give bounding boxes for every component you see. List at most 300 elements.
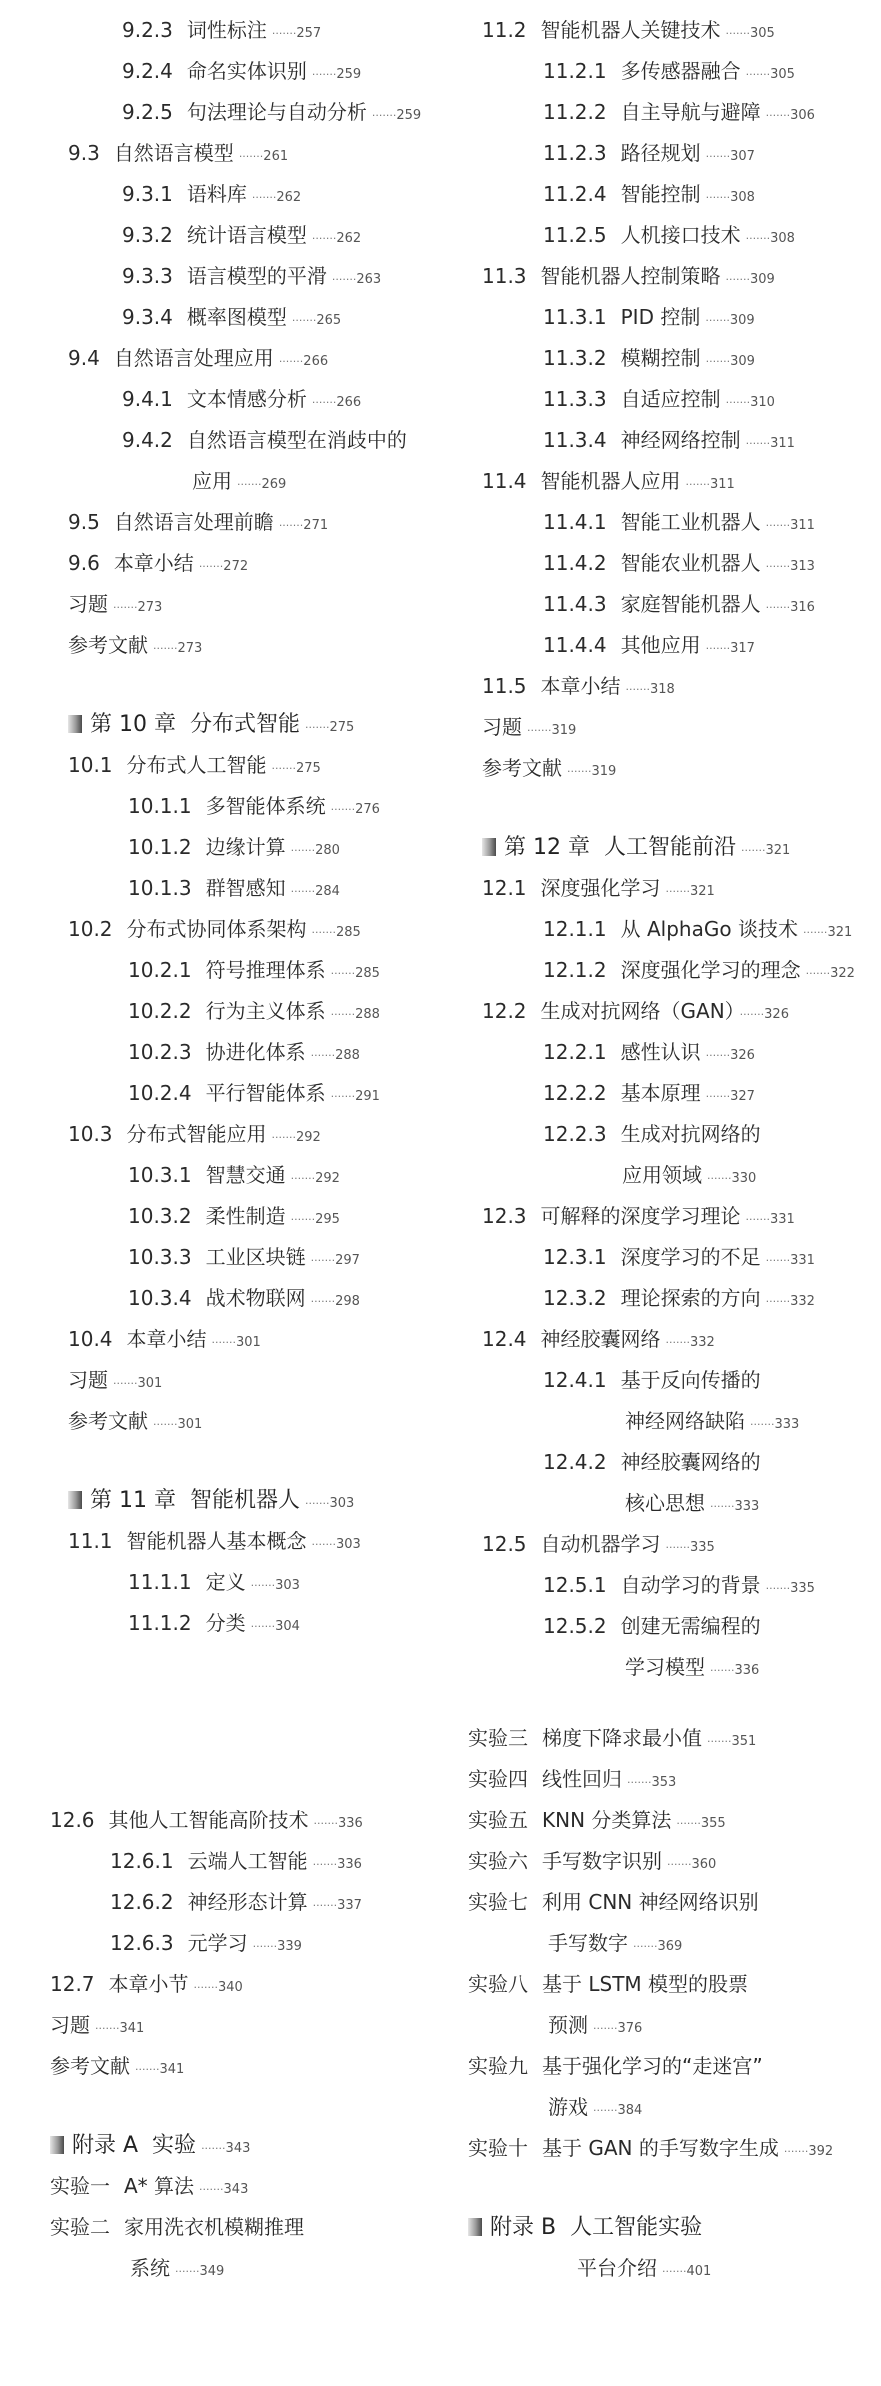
chapter-marker-icon	[482, 838, 496, 856]
toc-entry	[68, 592, 162, 620]
toc-entry	[128, 1286, 360, 1314]
entry-title: 基于 GAN 的手写数字生成	[542, 2136, 779, 2160]
entry-number: 10.3.1	[128, 1163, 192, 1187]
entry-page: ······· 280	[291, 843, 340, 858]
entry-title: 多智能体系统	[205, 794, 326, 818]
entry-title: 路径规划	[620, 141, 701, 165]
chapter-marker-icon	[50, 2136, 64, 2154]
entry-number: 实验五	[468, 1808, 528, 1832]
entry-page: ······· 330	[707, 1171, 756, 1186]
entry-page: ······· 321	[666, 884, 715, 899]
entry-number: 9.4	[68, 346, 100, 370]
entry-title: 神经网络缺陷	[625, 1409, 745, 1433]
toc-entry	[128, 1163, 340, 1191]
entry-title: 深度强化学习	[540, 876, 661, 900]
entry-title: 自主导航与避障	[620, 100, 761, 124]
entry-page: ······· 309	[705, 313, 754, 328]
toc-entry	[468, 1849, 716, 1877]
entry-page: ······· 384	[593, 2103, 642, 2118]
entry-title: 线性回归	[542, 1767, 622, 1791]
toc-entry	[482, 999, 789, 1027]
toc-entry	[543, 1122, 761, 1146]
entry-title: 战术物联网	[205, 1286, 306, 1310]
entry-number: 实验四	[468, 1767, 528, 1791]
entry-number: 实验二	[50, 2215, 110, 2239]
entry-title: 模糊控制	[620, 346, 701, 370]
entry-number: 12.3.1	[543, 1245, 607, 1269]
entry-number: 10.4	[68, 1327, 113, 1351]
entry-number: 11.2.2	[543, 100, 607, 124]
entry-number: 10.3.2	[128, 1204, 192, 1228]
toc-entry	[50, 1972, 243, 2000]
entry-number: 10.2	[68, 917, 113, 941]
toc-entry	[128, 1245, 360, 1273]
toc-entry	[543, 958, 855, 986]
toc-entry-continued	[577, 2256, 711, 2284]
toc-entry	[543, 428, 795, 456]
entry-page: ······· 285	[312, 925, 361, 940]
toc-entry	[543, 633, 755, 661]
entry-title: 参考文献	[68, 1409, 148, 1433]
entry-page: ······· 311	[686, 477, 735, 492]
entry-page: ······· 321	[803, 925, 852, 940]
entry-page: ······· 308	[706, 190, 755, 205]
entry-title: 句法理论与自动分析	[186, 100, 367, 124]
chapter-heading	[68, 712, 354, 741]
toc-entry	[482, 1532, 715, 1560]
toc-entry-continued	[130, 2256, 224, 2284]
entry-title: 基于反向传播的	[620, 1368, 761, 1392]
entry-title: 自动学习的背景	[620, 1573, 761, 1597]
entry-page: ······· 317	[706, 641, 755, 656]
entry-title: 群智感知	[205, 876, 286, 900]
toc-entry	[543, 1245, 815, 1273]
entry-page: ······· 331	[766, 1253, 815, 1268]
entry-title: 梯度下降求最小值	[542, 1726, 702, 1750]
toc-entry	[68, 1529, 361, 1557]
entry-number: 9.4.1	[122, 387, 173, 411]
entry-title: 系统	[130, 2256, 170, 2280]
entry-number: 12.1.1	[543, 917, 607, 941]
toc-entry	[128, 1204, 340, 1232]
entry-title: 分布式智能应用	[126, 1122, 267, 1146]
toc-entry	[543, 1081, 755, 1109]
entry-number: 11.5	[482, 674, 527, 698]
entry-number: 12.5	[482, 1532, 527, 1556]
toc-entry	[122, 305, 341, 333]
toc-entry-continued	[622, 1163, 756, 1191]
entry-title: 多传感器融合	[620, 59, 741, 83]
toc-entry	[468, 1808, 726, 1836]
entry-number: 10.1.3	[128, 876, 192, 900]
entry-number: 11.4.2	[543, 551, 607, 575]
toc-entry	[128, 1611, 300, 1639]
entry-title: 自然语言模型在消歧中的	[186, 428, 407, 452]
entry-title: 深度学习的不足	[620, 1245, 761, 1269]
entry-title: 理论探索的方向	[620, 1286, 761, 1310]
entry-page: ······· 284	[291, 884, 340, 899]
entry-title: 可解释的深度学习理论	[540, 1204, 741, 1228]
entry-number: 12.5.2	[543, 1614, 607, 1638]
entry-number: 11.3	[482, 264, 527, 288]
entry-number: 11.4.3	[543, 592, 607, 616]
entry-number: 10.1.1	[128, 794, 192, 818]
entry-number: 11.4.4	[543, 633, 607, 657]
entry-title: 手写数字识别	[542, 1849, 662, 1873]
entry-title: 柔性制造	[205, 1204, 286, 1228]
toc-entry	[543, 1573, 815, 1601]
entry-page: ······· 269	[237, 477, 286, 492]
entry-page: ······· 355	[676, 1816, 725, 1831]
toc-entry	[543, 592, 815, 620]
entry-title: 智能机器人基本概念	[126, 1529, 307, 1553]
entry-page: ······· 259	[312, 67, 361, 82]
entry-number: 实验七	[468, 1890, 528, 1914]
toc-entry	[128, 1081, 380, 1109]
entry-page: ······· 265	[292, 313, 341, 328]
entry-title: 本章小结	[126, 1327, 207, 1351]
entry-page: ······· 331	[746, 1212, 795, 1227]
entry-title: 生成对抗网络的	[620, 1122, 761, 1146]
entry-number: 9.2.5	[122, 100, 173, 124]
entry-title: 神经胶囊网络	[540, 1327, 661, 1351]
entry-title: 基本原理	[620, 1081, 701, 1105]
entry-number: 12.6.1	[110, 1849, 174, 1873]
entry-title: 自然语言处理应用	[113, 346, 274, 370]
chapter-heading	[68, 1488, 354, 1517]
entry-number: 12.7	[50, 1972, 95, 1996]
entry-title: 习题	[68, 592, 108, 616]
chapter-heading	[482, 835, 790, 864]
toc-entry	[543, 510, 815, 538]
entry-page: ······· 288	[311, 1048, 360, 1063]
entry-title: 习题	[50, 2013, 90, 2037]
entry-title: 智能控制	[620, 182, 701, 206]
chapter-number: 第 12 章	[504, 835, 590, 860]
entry-title: 概率图模型	[186, 305, 287, 329]
entry-page: ······· 336	[313, 1857, 362, 1872]
chapter-title: 分布式智能	[189, 712, 300, 737]
entry-page: ······· 305	[746, 67, 795, 82]
entry-page: ······· 401	[662, 2264, 711, 2279]
entry-number: 12.5.1	[543, 1573, 607, 1597]
toc-entry	[68, 1122, 321, 1150]
entry-title: 生成对抗网络（GAN）	[540, 999, 735, 1023]
entry-number: 实验一	[50, 2174, 110, 2198]
entry-number: 11.1	[68, 1529, 113, 1553]
entry-page: ······· 288	[331, 1007, 380, 1022]
entry-page: ······· 295	[291, 1212, 340, 1227]
entry-number: 12.6.3	[110, 1931, 174, 1955]
entry-page: ······· 276	[331, 802, 380, 817]
entry-number: 实验八	[468, 1972, 528, 1996]
entry-number: 12.2.1	[543, 1040, 607, 1064]
toc-entry	[128, 1040, 360, 1068]
entry-number: 9.3.4	[122, 305, 173, 329]
entry-page: ······· 321	[741, 843, 790, 858]
entry-number: 11.2.5	[543, 223, 607, 247]
entry-title: 神经网络控制	[620, 428, 741, 452]
entry-page: ······· 304	[251, 1619, 300, 1634]
entry-page: ······· 301	[212, 1335, 261, 1350]
entry-number: 9.2.4	[122, 59, 173, 83]
entry-page: ······· 319	[567, 764, 616, 779]
entry-number: 12.2.2	[543, 1081, 607, 1105]
entry-page: ······· 326	[706, 1048, 755, 1063]
entry-title: 家用洗衣机模糊推理	[124, 2215, 304, 2239]
entry-number: 10.2.3	[128, 1040, 192, 1064]
toc-entry	[122, 59, 361, 87]
toc-entry	[50, 2054, 184, 2082]
entry-page: ······· 309	[706, 354, 755, 369]
entry-page: ······· 349	[175, 2264, 224, 2279]
toc-entry	[468, 1890, 759, 1914]
chapter-marker-icon	[68, 715, 82, 733]
entry-page: ······· 257	[272, 26, 321, 41]
entry-page: ······· 335	[666, 1540, 715, 1555]
entry-title: 其他人工智能高阶技术	[108, 1808, 309, 1832]
entry-title: 参考文献	[68, 633, 148, 657]
toc-entry	[482, 264, 775, 292]
toc-entry-continued	[192, 469, 286, 497]
toc-entry	[68, 1327, 261, 1355]
toc-entry	[128, 794, 380, 822]
entry-title: 文本情感分析	[186, 387, 307, 411]
toc-entry	[68, 633, 202, 661]
entry-title: 手写数字	[548, 1931, 628, 1955]
toc-entry	[543, 100, 815, 128]
entry-number: 12.1.2	[543, 958, 607, 982]
chapter-number: 第 11 章	[90, 1488, 176, 1513]
chapter-title: 人工智能前沿	[603, 835, 736, 860]
appendix-heading	[468, 2215, 702, 2241]
entry-page: ······· 322	[806, 966, 855, 981]
entry-title: 本章小结	[540, 674, 621, 698]
entry-title: 习题	[68, 1368, 108, 1392]
entry-number: 12.4.2	[543, 1450, 607, 1474]
entry-page: ······· 360	[667, 1857, 716, 1872]
entry-page: ······· 261	[239, 149, 288, 164]
entry-page: ······· 306	[766, 108, 815, 123]
entry-number: 实验三	[468, 1726, 528, 1750]
entry-number: 10.1.2	[128, 835, 192, 859]
entry-page: ······· 311	[766, 518, 815, 533]
entry-page: ······· 353	[627, 1775, 676, 1790]
entry-title: 分类	[205, 1611, 246, 1635]
toc-entry	[482, 18, 775, 46]
chapter-marker-icon	[468, 2218, 482, 2236]
entry-title: 利用 CNN 神经网络识别	[542, 1890, 759, 1914]
entry-number: 11.2.1	[543, 59, 607, 83]
toc-entry	[482, 674, 675, 702]
entry-number: 9.6	[68, 551, 100, 575]
entry-title: 分布式人工智能	[126, 753, 267, 777]
entry-page: ······· 292	[272, 1130, 321, 1145]
entry-number: 9.5	[68, 510, 100, 534]
toc-entry	[68, 141, 288, 169]
entry-page: ······· 341	[95, 2021, 144, 2036]
entry-number: 11.1.1	[128, 1570, 192, 1594]
entry-page: ······· 285	[331, 966, 380, 981]
toc-entry	[128, 1570, 300, 1598]
entry-title: 行为主义体系	[205, 999, 326, 1023]
entry-title: KNN 分类算法	[542, 1808, 672, 1832]
entry-number: 实验六	[468, 1849, 528, 1873]
entry-number: 11.1.2	[128, 1611, 192, 1635]
entry-title: 智能农业机器人	[620, 551, 761, 575]
entry-page: ······· 337	[313, 1898, 362, 1913]
entry-title: 智能机器人关键技术	[540, 18, 721, 42]
toc-entry	[122, 223, 361, 251]
entry-number: 实验十	[468, 2136, 528, 2160]
entry-page: ······· 298	[311, 1294, 360, 1309]
toc-entry	[468, 1767, 676, 1795]
toc-entry	[482, 756, 616, 784]
toc-entry-continued	[625, 1409, 799, 1437]
entry-page: ······· 303	[251, 1578, 300, 1593]
entry-number: 9.3.3	[122, 264, 173, 288]
entry-title: 语料库	[186, 182, 247, 206]
entry-title: 分布式协同体系架构	[126, 917, 307, 941]
entry-number: 11.3.3	[543, 387, 607, 411]
entry-title: 应用	[192, 469, 232, 493]
entry-title: 其他应用	[620, 633, 701, 657]
entry-title: 家庭智能机器人	[620, 592, 761, 616]
entry-title: 感性认识	[620, 1040, 701, 1064]
entry-number: 10.2.1	[128, 958, 192, 982]
entry-page: ······· 303	[312, 1537, 361, 1552]
toc-entry	[50, 2215, 304, 2239]
entry-title: 智能机器人控制策略	[540, 264, 721, 288]
entry-title: 预测	[548, 2013, 588, 2037]
entry-page: ······· 301	[153, 1417, 202, 1432]
entry-page: ······· 340	[194, 1980, 243, 1995]
entry-page: ······· 297	[311, 1253, 360, 1268]
toc-entry	[543, 917, 852, 945]
entry-page: ······· 262	[252, 190, 301, 205]
entry-page: ······· 272	[199, 559, 248, 574]
chapter-number: 第 10 章	[90, 712, 176, 737]
entry-page: ······· 273	[153, 641, 202, 656]
entry-number: 11.3.2	[543, 346, 607, 370]
toc-entry	[122, 387, 361, 415]
entry-title: 自动机器学习	[540, 1532, 661, 1556]
entry-page: ······· 266	[312, 395, 361, 410]
toc-entry	[543, 1040, 755, 1068]
entry-page: ······· 275	[272, 761, 321, 776]
entry-title: 深度强化学习的理念	[620, 958, 801, 982]
toc-entry	[68, 1409, 202, 1437]
entry-title: 参考文献	[50, 2054, 130, 2078]
entry-page: ······· 271	[279, 518, 328, 533]
toc-entry	[110, 1931, 302, 1959]
entry-number: 12.3.2	[543, 1286, 607, 1310]
entry-title: 参考文献	[482, 756, 562, 780]
toc-entry	[543, 1450, 761, 1474]
entry-page: ······· 313	[766, 559, 815, 574]
toc-entry	[543, 1286, 815, 1314]
chapter-marker-icon	[68, 1491, 82, 1509]
entry-title: 平行智能体系	[205, 1081, 326, 1105]
entry-title: 语言模型的平滑	[186, 264, 327, 288]
entry-page: ······· 319	[527, 723, 576, 738]
entry-page: ······· 266	[279, 354, 328, 369]
entry-number: 10.3.3	[128, 1245, 192, 1269]
entry-page: ······· 309	[726, 272, 775, 287]
toc-entry	[110, 1890, 362, 1918]
entry-number: 10.2.2	[128, 999, 192, 1023]
entry-page: ······· 335	[766, 1581, 815, 1596]
toc-entry	[68, 551, 248, 579]
entry-number: 11.4.1	[543, 510, 607, 534]
entry-page: ······· 262	[312, 231, 361, 246]
entry-page: ······· 327	[706, 1089, 755, 1104]
entry-number: 10.3.4	[128, 1286, 192, 1310]
entry-page: ······· 343	[201, 2141, 250, 2156]
entry-number: 9.2.3	[122, 18, 173, 42]
entry-number: 11.3.4	[543, 428, 607, 452]
entry-page: ······· 336	[314, 1816, 363, 1831]
entry-title: 基于强化学习的“走迷宫”	[542, 2054, 763, 2078]
entry-page: ······· 318	[626, 682, 675, 697]
toc-entry	[482, 715, 576, 743]
toc-entry	[50, 2174, 248, 2202]
toc-entry	[543, 346, 755, 374]
entry-page: ······· 326	[740, 1007, 789, 1022]
entry-title: 神经形态计算	[187, 1890, 308, 1914]
entry-page: ······· 333	[710, 1499, 759, 1514]
entry-page: ······· 259	[372, 108, 421, 123]
entry-page: ······· 369	[633, 1939, 682, 1954]
appendix-number: 附录 A	[72, 2133, 139, 2158]
entry-page: ······· 341	[135, 2062, 184, 2077]
entry-title: 习题	[482, 715, 522, 739]
entry-page: ······· 333	[750, 1417, 799, 1432]
entry-number: 11.2.4	[543, 182, 607, 206]
toc-entry	[543, 223, 795, 251]
entry-page: ······· 291	[331, 1089, 380, 1104]
entry-page: ······· 376	[593, 2021, 642, 2036]
entry-number: 10.1	[68, 753, 113, 777]
entry-page: ······· 310	[726, 395, 775, 410]
entry-title: 平台介绍	[577, 2256, 657, 2280]
appendix-title: 实验	[152, 2133, 197, 2158]
entry-title: 词性标注	[186, 18, 267, 42]
toc-entry	[110, 1849, 362, 1877]
toc-entry	[468, 1972, 748, 1996]
entry-title: 工业区块链	[205, 1245, 306, 1269]
entry-page: ······· 263	[332, 272, 381, 287]
toc-entry	[482, 1327, 715, 1355]
entry-title: A* 算法	[124, 2174, 195, 2198]
entry-page: ······· 301	[113, 1376, 162, 1391]
entry-title: 云端人工智能	[187, 1849, 308, 1873]
entry-page: ······· 316	[766, 600, 815, 615]
toc-entry	[482, 1204, 795, 1232]
entry-number: 12.2.3	[543, 1122, 607, 1146]
entry-page: ······· 392	[784, 2144, 833, 2159]
entry-page: ······· 336	[710, 1663, 759, 1678]
entry-title: 自然语言处理前瞻	[113, 510, 274, 534]
entry-title: PID 控制	[620, 305, 701, 329]
toc-entry-continued	[625, 1491, 759, 1519]
entry-number: 12.6	[50, 1808, 95, 1832]
entry-page: ······· 343	[199, 2182, 248, 2197]
entry-number: 11.3.1	[543, 305, 607, 329]
entry-number: 9.3	[68, 141, 100, 165]
entry-title: 本章小结	[113, 551, 194, 575]
entry-number: 12.6.2	[110, 1890, 174, 1914]
